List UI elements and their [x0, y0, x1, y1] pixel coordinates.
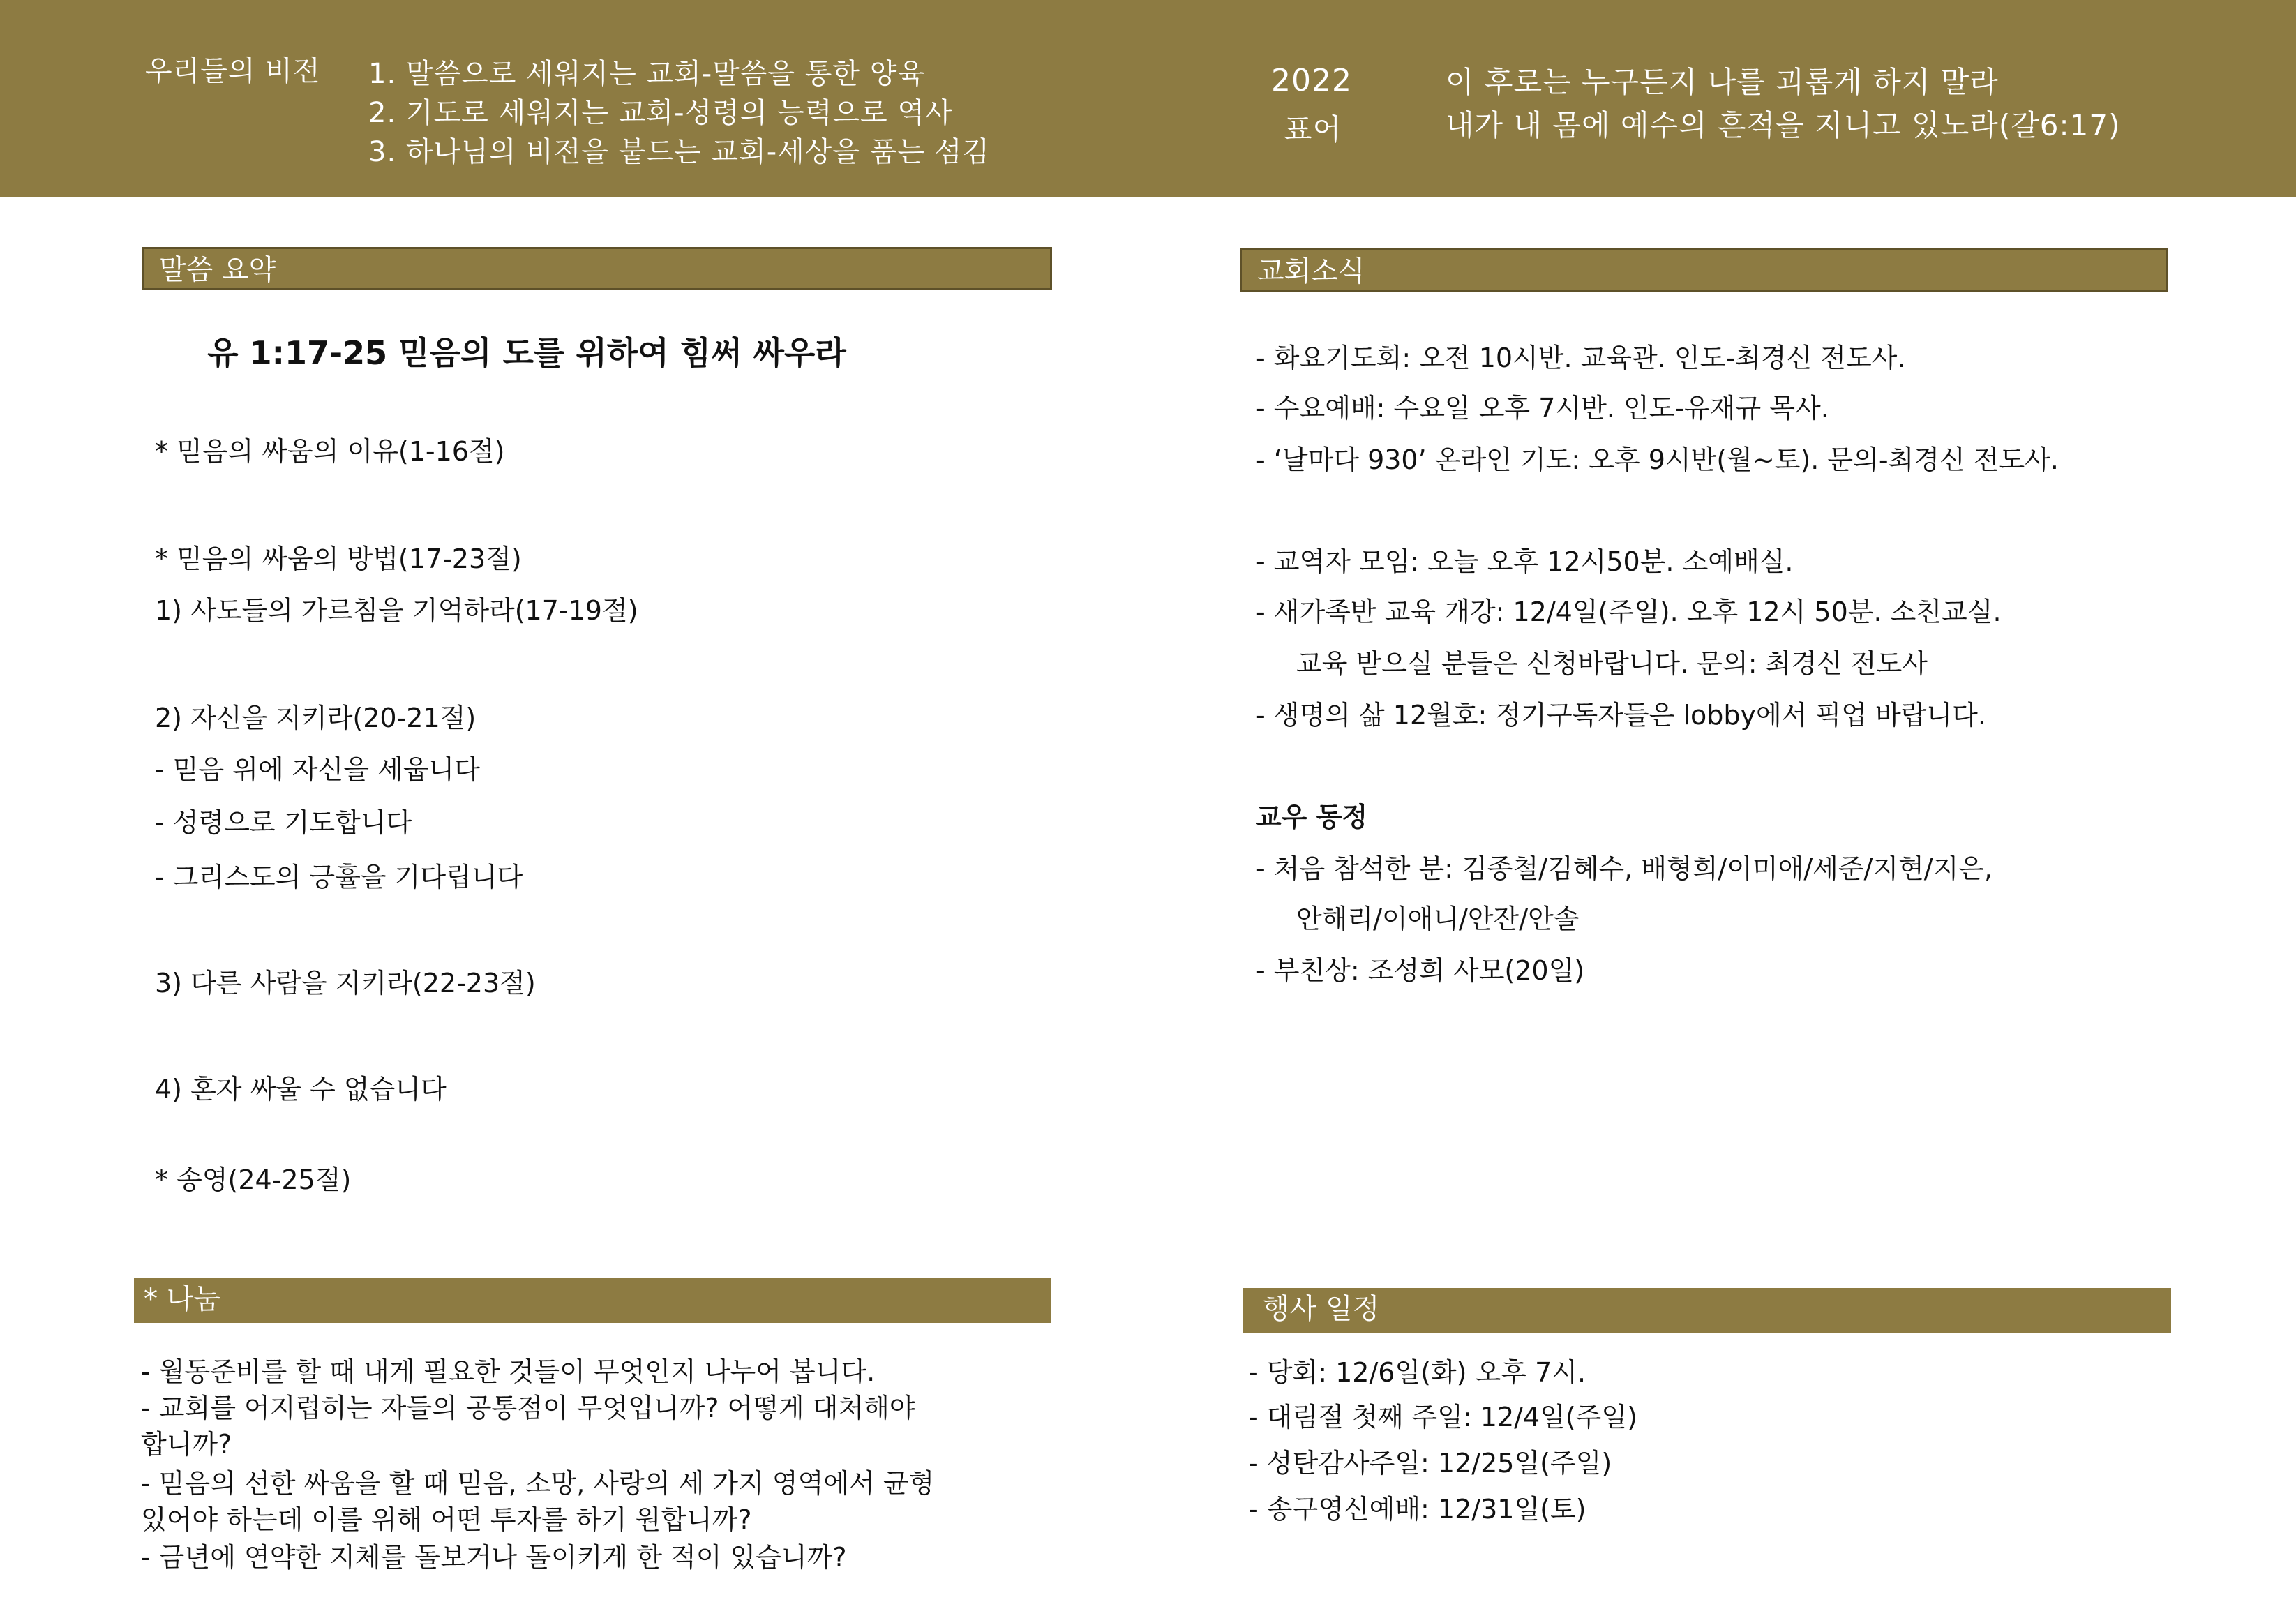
motto-line-1: 이 후로는 누구든지 나를 괴롭게 하지 말라: [1446, 65, 1999, 99]
sharing-line: - 금년에 연약한 지체를 돌보거나 돌이키게 한 적이 있습니까?: [141, 1542, 847, 1573]
motto-year: 2022: [1271, 63, 1352, 98]
events-section-header: 행사 일정: [1243, 1288, 2171, 1333]
sharing-line: 합니까?: [141, 1429, 232, 1460]
sermon-line: * 송영(24-25절): [155, 1165, 352, 1195]
news-line: - ‘날마다 930’ 온라인 기도: 오후 9시반(월~토). 문의-최경신 전도사.: [1256, 444, 2059, 475]
news-line: - 수요예배: 수요일 오후 7시반. 인도-유재규 목사.: [1256, 393, 1829, 424]
sermon-line: 3) 다른 사람을 지키라(22-23절): [155, 968, 536, 998]
sermon-line: * 믿음의 싸움의 방법(17-23절): [155, 544, 522, 574]
sermon-line: - 성령으로 기도합니다: [155, 807, 412, 838]
sermon-line: - 그리스도의 긍휼을 기다립니다: [155, 862, 523, 892]
event-line: - 당회: 12/6일(화) 오후 7시.: [1249, 1357, 1586, 1388]
sermon-line: * 믿음의 싸움의 이유(1-16절): [155, 436, 505, 467]
vision-label: 우리들의 비전: [145, 55, 321, 87]
motto-line-2: 내가 내 몸에 예수의 흔적을 지니고 있노라(갈6:17): [1446, 108, 2121, 142]
event-line: - 송구영신예배: 12/31일(토): [1249, 1494, 1586, 1525]
header-bar: [0, 0, 2296, 197]
news-line: - 화요기도회: 오전 10시반. 교육관. 인도-최경신 전도사.: [1256, 343, 1906, 373]
sermon-line: 2) 자신을 지키라(20-21절): [155, 703, 477, 733]
event-line: - 대림절 첫째 주일: 12/4일(주일): [1249, 1402, 1637, 1432]
sharing-box: [134, 1323, 1049, 1602]
member-line: - 처음 참석한 분: 김종철/김혜수, 배형희/이미애/세준/지현/지은,: [1256, 853, 1993, 884]
news-line: 교육 받으실 분들은 신청바랍니다. 문의: 최경신 전도사: [1296, 648, 1928, 679]
sharing-line: 있어야 하는데 이를 위해 어떤 투자를 하기 원합니까?: [141, 1504, 752, 1535]
sermon-line: 1) 사도들의 가르침을 기억하라(17-19절): [155, 595, 638, 626]
sharing-line: - 월동준비를 할 때 내게 필요한 것들이 무엇인지 나누어 봅니다.: [141, 1356, 876, 1387]
news-line: - 새가족반 교육 개강: 12/4일(주일). 오후 12시 50분. 소친교실.: [1256, 597, 2002, 627]
vision-item-1: 1. 말씀으로 세워지는 교회-말씀을 통한 양육: [368, 58, 926, 90]
sharing-line: - 믿음의 선한 싸움을 할 때 믿음, 소망, 사랑의 세 가지 영역에서 균형: [141, 1468, 935, 1499]
motto-label: 표어: [1284, 112, 1342, 147]
news-line: - 생명의 삶 12월호: 정기구독자들은 lobby에서 픽업 바랍니다.: [1256, 700, 1986, 731]
member-line: - 부친상: 조성희 사모(20일): [1256, 955, 1585, 986]
sermon-line: 4) 혼자 싸울 수 없습니다: [155, 1074, 447, 1105]
sharing-section-header: * 나눔: [134, 1278, 1051, 1323]
news-section-header: 교회소식: [1240, 248, 2168, 292]
member-line: 안해리/이애니/안잔/안솔: [1296, 904, 1580, 934]
vision-item-3: 3. 하나님의 비전을 붙드는 교회-세상을 품는 섬김: [368, 136, 991, 168]
vision-item-2: 2. 기도로 세워지는 교회-성령의 능력으로 역사: [368, 97, 953, 129]
news-line: - 교역자 모임: 오늘 오후 12시50분. 소예배실.: [1256, 546, 1794, 577]
sharing-line: - 교회를 어지럽히는 자들의 공통점이 무엇입니까? 어떻게 대처해야: [141, 1393, 915, 1423]
event-line: - 성탄감사주일: 12/25일(주일): [1249, 1448, 1612, 1479]
sermon-line: - 믿음 위에 자신을 세웁니다: [155, 754, 480, 785]
members-title: 교우 동정: [1256, 802, 1368, 832]
sermon-title: 유 1:17-25 믿음의 도를 위하여 힘써 싸우라: [207, 334, 846, 372]
sermon-section-header: 말씀 요약: [142, 247, 1052, 290]
